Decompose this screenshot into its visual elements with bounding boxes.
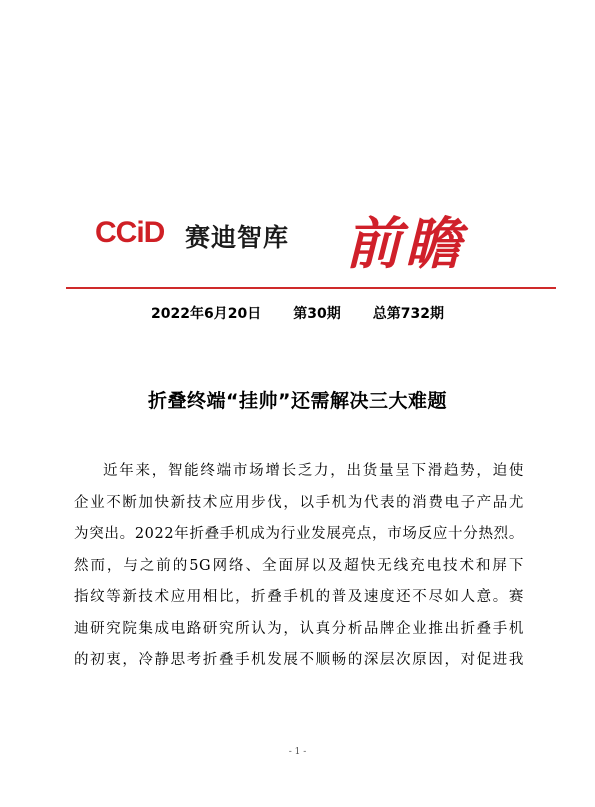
body-line: 的初衷，冷静思考折叠手机发展不顺畅的深层次原因，对促进我	[74, 652, 524, 668]
brand-title: 前瞻	[345, 211, 465, 277]
body-line: 为突出。2022年折叠手机成为行业发展亮点，市场反应十分热烈。	[74, 526, 524, 542]
masthead	[95, 200, 535, 280]
body-line: 迪研究院集成电路研究所认为，认真分析品牌企业推出折叠手机	[74, 620, 524, 637]
page-number: - 1 -	[288, 747, 307, 757]
issue-info	[0, 303, 595, 323]
org-name: 赛迪智库	[185, 223, 290, 252]
body-line: 企业不断加快新技术应用步伐，以手机为代表的消费电子产品尤	[74, 494, 524, 511]
ccid-logo: CCiD	[95, 216, 165, 249]
issue-number: 第30期	[293, 306, 341, 322]
total-issue-number: 总第732期	[372, 306, 444, 322]
issue-date: 2022年6月20日	[151, 306, 262, 322]
body-line: 然而，与之前的5G网络、全面屏以及超快无线充电技术和屏下	[74, 557, 524, 574]
header-divider	[66, 287, 556, 289]
body-line: 近年来，智能终端市场增长乏力，出货量呈下滑趋势，迫使	[103, 463, 524, 479]
article-title: 折叠终端“挂帅”还需解决三大难题	[148, 390, 447, 412]
body-line: 指纹等新技术应用相比，折叠手机的普及速度还不尽如人意。赛	[74, 589, 524, 605]
article-body	[74, 456, 524, 677]
